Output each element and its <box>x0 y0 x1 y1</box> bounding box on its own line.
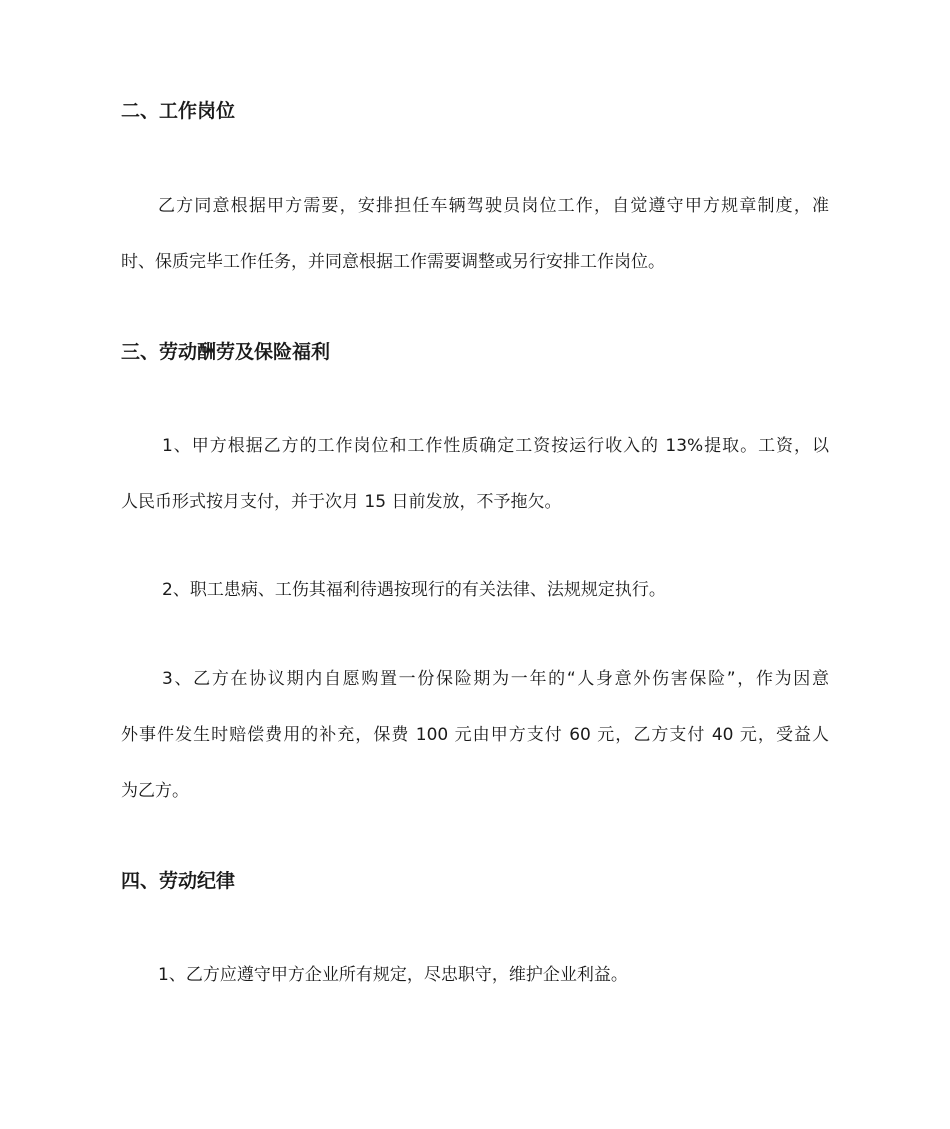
paragraph-line: 乙方同意根据甲方需要，安排担任车辆驾驶员岗位工作，自觉遵守甲方规章制度，准 <box>158 196 829 216</box>
paragraph-line: 时、保质完毕工作任务，并同意根据工作需要调整或另行安排工作岗位。 <box>121 252 665 272</box>
paragraph-line: 1、甲方根据乙方的工作岗位和工作性质确定工资按运行收入的 13%提取。工资，以 <box>162 436 829 456</box>
paragraph-line: 2、职工患病、工伤其福利待遇按现行的有关法律、法规规定执行。 <box>162 580 666 600</box>
section-heading-pay-insurance: 三、劳动酬劳及保险福利 <box>121 341 331 363</box>
paragraph-line: 外事件发生时赔偿费用的补充，保费 100 元由甲方支付 60 元，乙方支付 40 元，受益人 <box>121 725 829 745</box>
paragraph-line: 1、乙方应遵守甲方企业所有规定，尽忠职守，维护企业利益。 <box>158 965 628 985</box>
paragraph-line: 3、乙方在协议期内自愿购置一份保险期为一年的“人身意外伤害保险”，作为因意 <box>162 669 829 689</box>
section-heading-work-post: 二、工作岗位 <box>121 100 236 122</box>
section-heading-discipline: 四、劳动纪律 <box>121 870 236 892</box>
paragraph-line: 为乙方。 <box>121 781 189 801</box>
paragraph-line: 人民币形式按月支付，并于次月 15 日前发放，不予拖欠。 <box>121 492 562 512</box>
